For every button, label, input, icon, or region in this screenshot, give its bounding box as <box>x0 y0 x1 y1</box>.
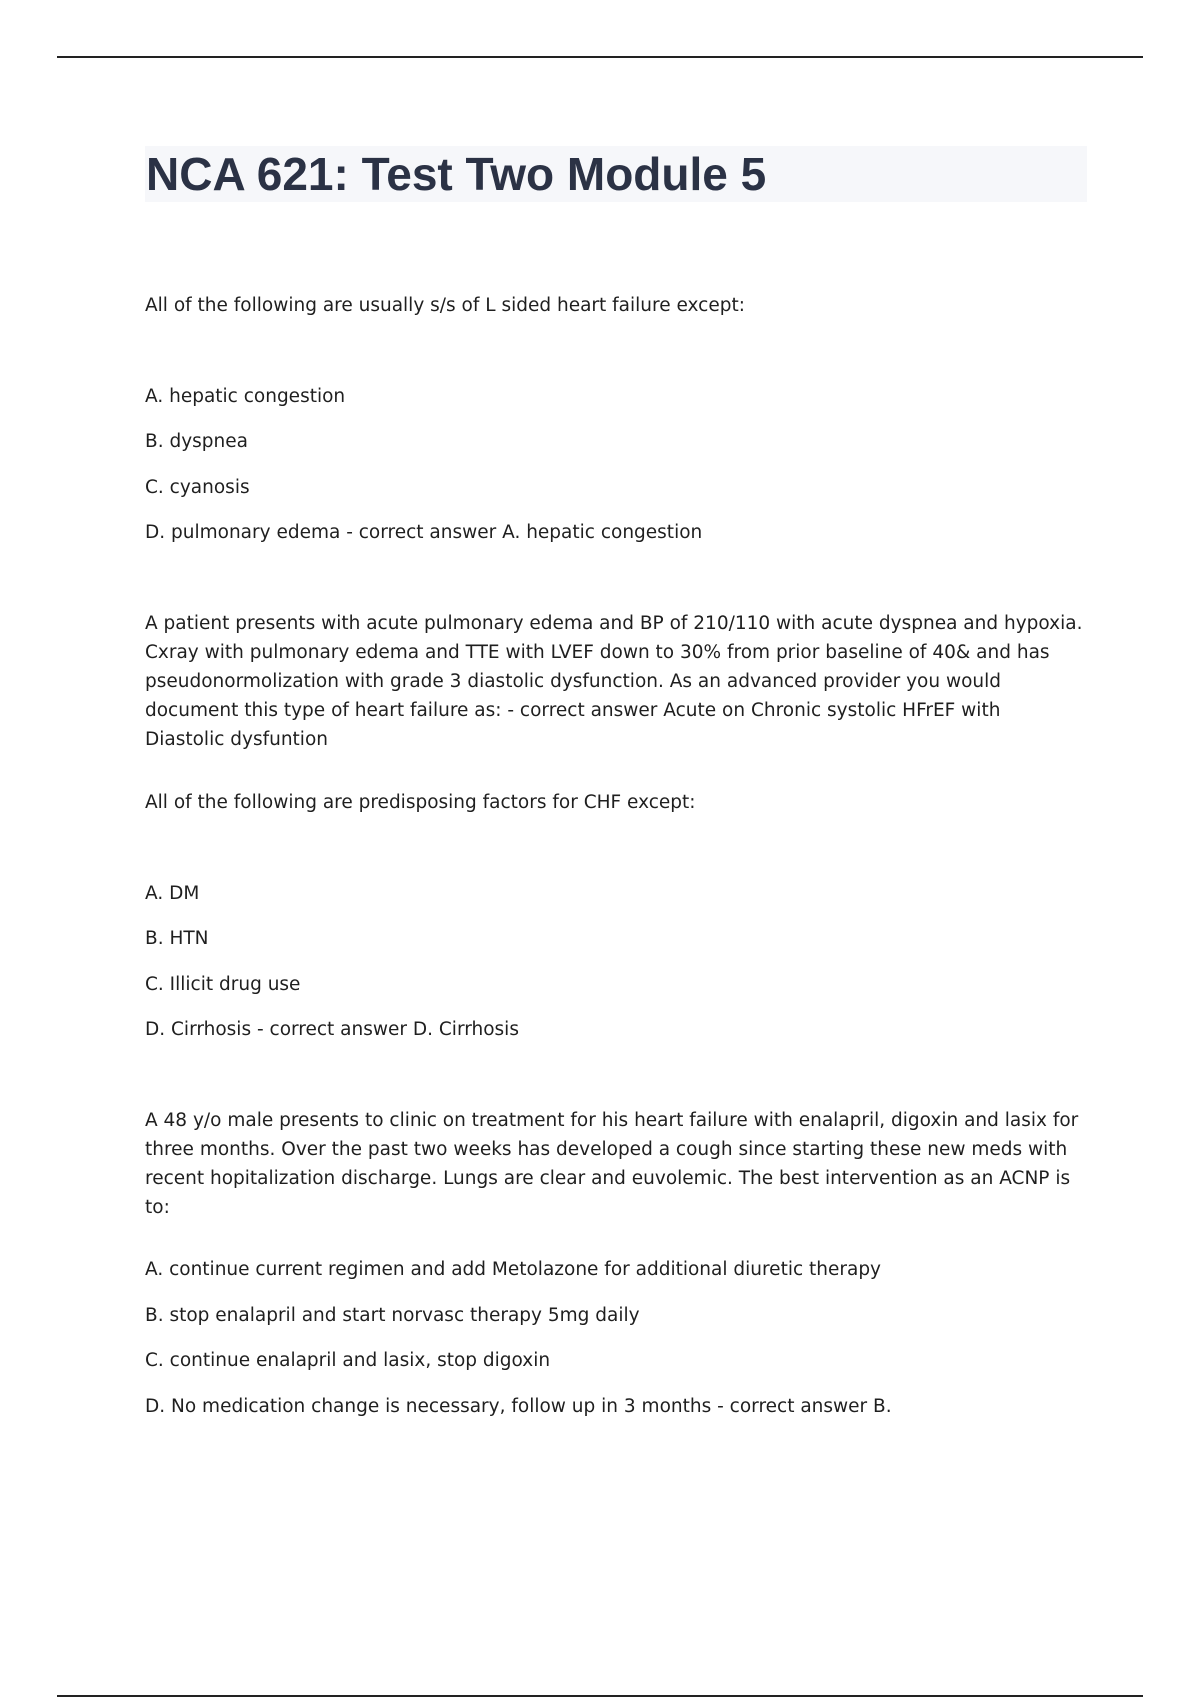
bottom-rule <box>57 1695 1143 1697</box>
question-text: All of the following are predisposing factors for CHF except: <box>145 792 696 813</box>
answer-option: A. hepatic congestion <box>145 386 346 407</box>
question-1 <box>145 291 1085 320</box>
question-text: All of the following are usually s/s of L sided heart failure except: <box>145 295 745 316</box>
question-text: A patient presents with acute pulmonary edema and BP of 210/110 with acute dyspnea and hypoxia. Cxray with pulmonary edema and TTE with LVEF down to 30% from prior baseline of 40& and has pseudonormolization with grade 3 diastolic dysfunction. As an advanced provider you would document this type of heart failure as: - correct answer Acute on Chronic systolic HFrEF with Diastolic dysfuntion <box>145 613 1083 750</box>
answer-option: C. continue enalapril and lasix, stop digoxin <box>145 1350 551 1371</box>
answer-option: B. HTN <box>145 928 209 949</box>
question-3 <box>145 788 1085 817</box>
answer-option: D. Cirrhosis - correct answer D. Cirrhosis <box>145 1019 519 1040</box>
question-text: A 48 y/o male presents to clinic on treatment for his heart failure with enalapril, digoxin and lasix for three months. Over the past two weeks has developed a cough since starting these new meds with recent hopitalization discharge. Lungs are clear and euvolemic. The best intervention as an ACNP is to: <box>145 1110 1079 1218</box>
question-4 <box>145 1106 1085 1222</box>
answer-option: B. stop enalapril and start norvasc therapy 5mg daily <box>145 1305 640 1326</box>
top-rule <box>57 56 1143 58</box>
question-2 <box>145 609 1085 754</box>
answer-option: D. pulmonary edema - correct answer A. hepatic congestion <box>145 522 703 543</box>
answer-option: A. DM <box>145 883 200 904</box>
answer-option: D. No medication change is necessary, follow up in 3 months - correct answer B. <box>145 1396 892 1417</box>
answer-option: B. dyspnea <box>145 431 248 452</box>
page-title: NCA 621: Test Two Module 5 <box>146 148 767 200</box>
answer-option: C. Illicit drug use <box>145 974 301 995</box>
answer-option: A. continue current regimen and add Metolazone for additional diuretic therapy <box>145 1259 882 1280</box>
answer-option: C. cyanosis <box>145 477 250 498</box>
